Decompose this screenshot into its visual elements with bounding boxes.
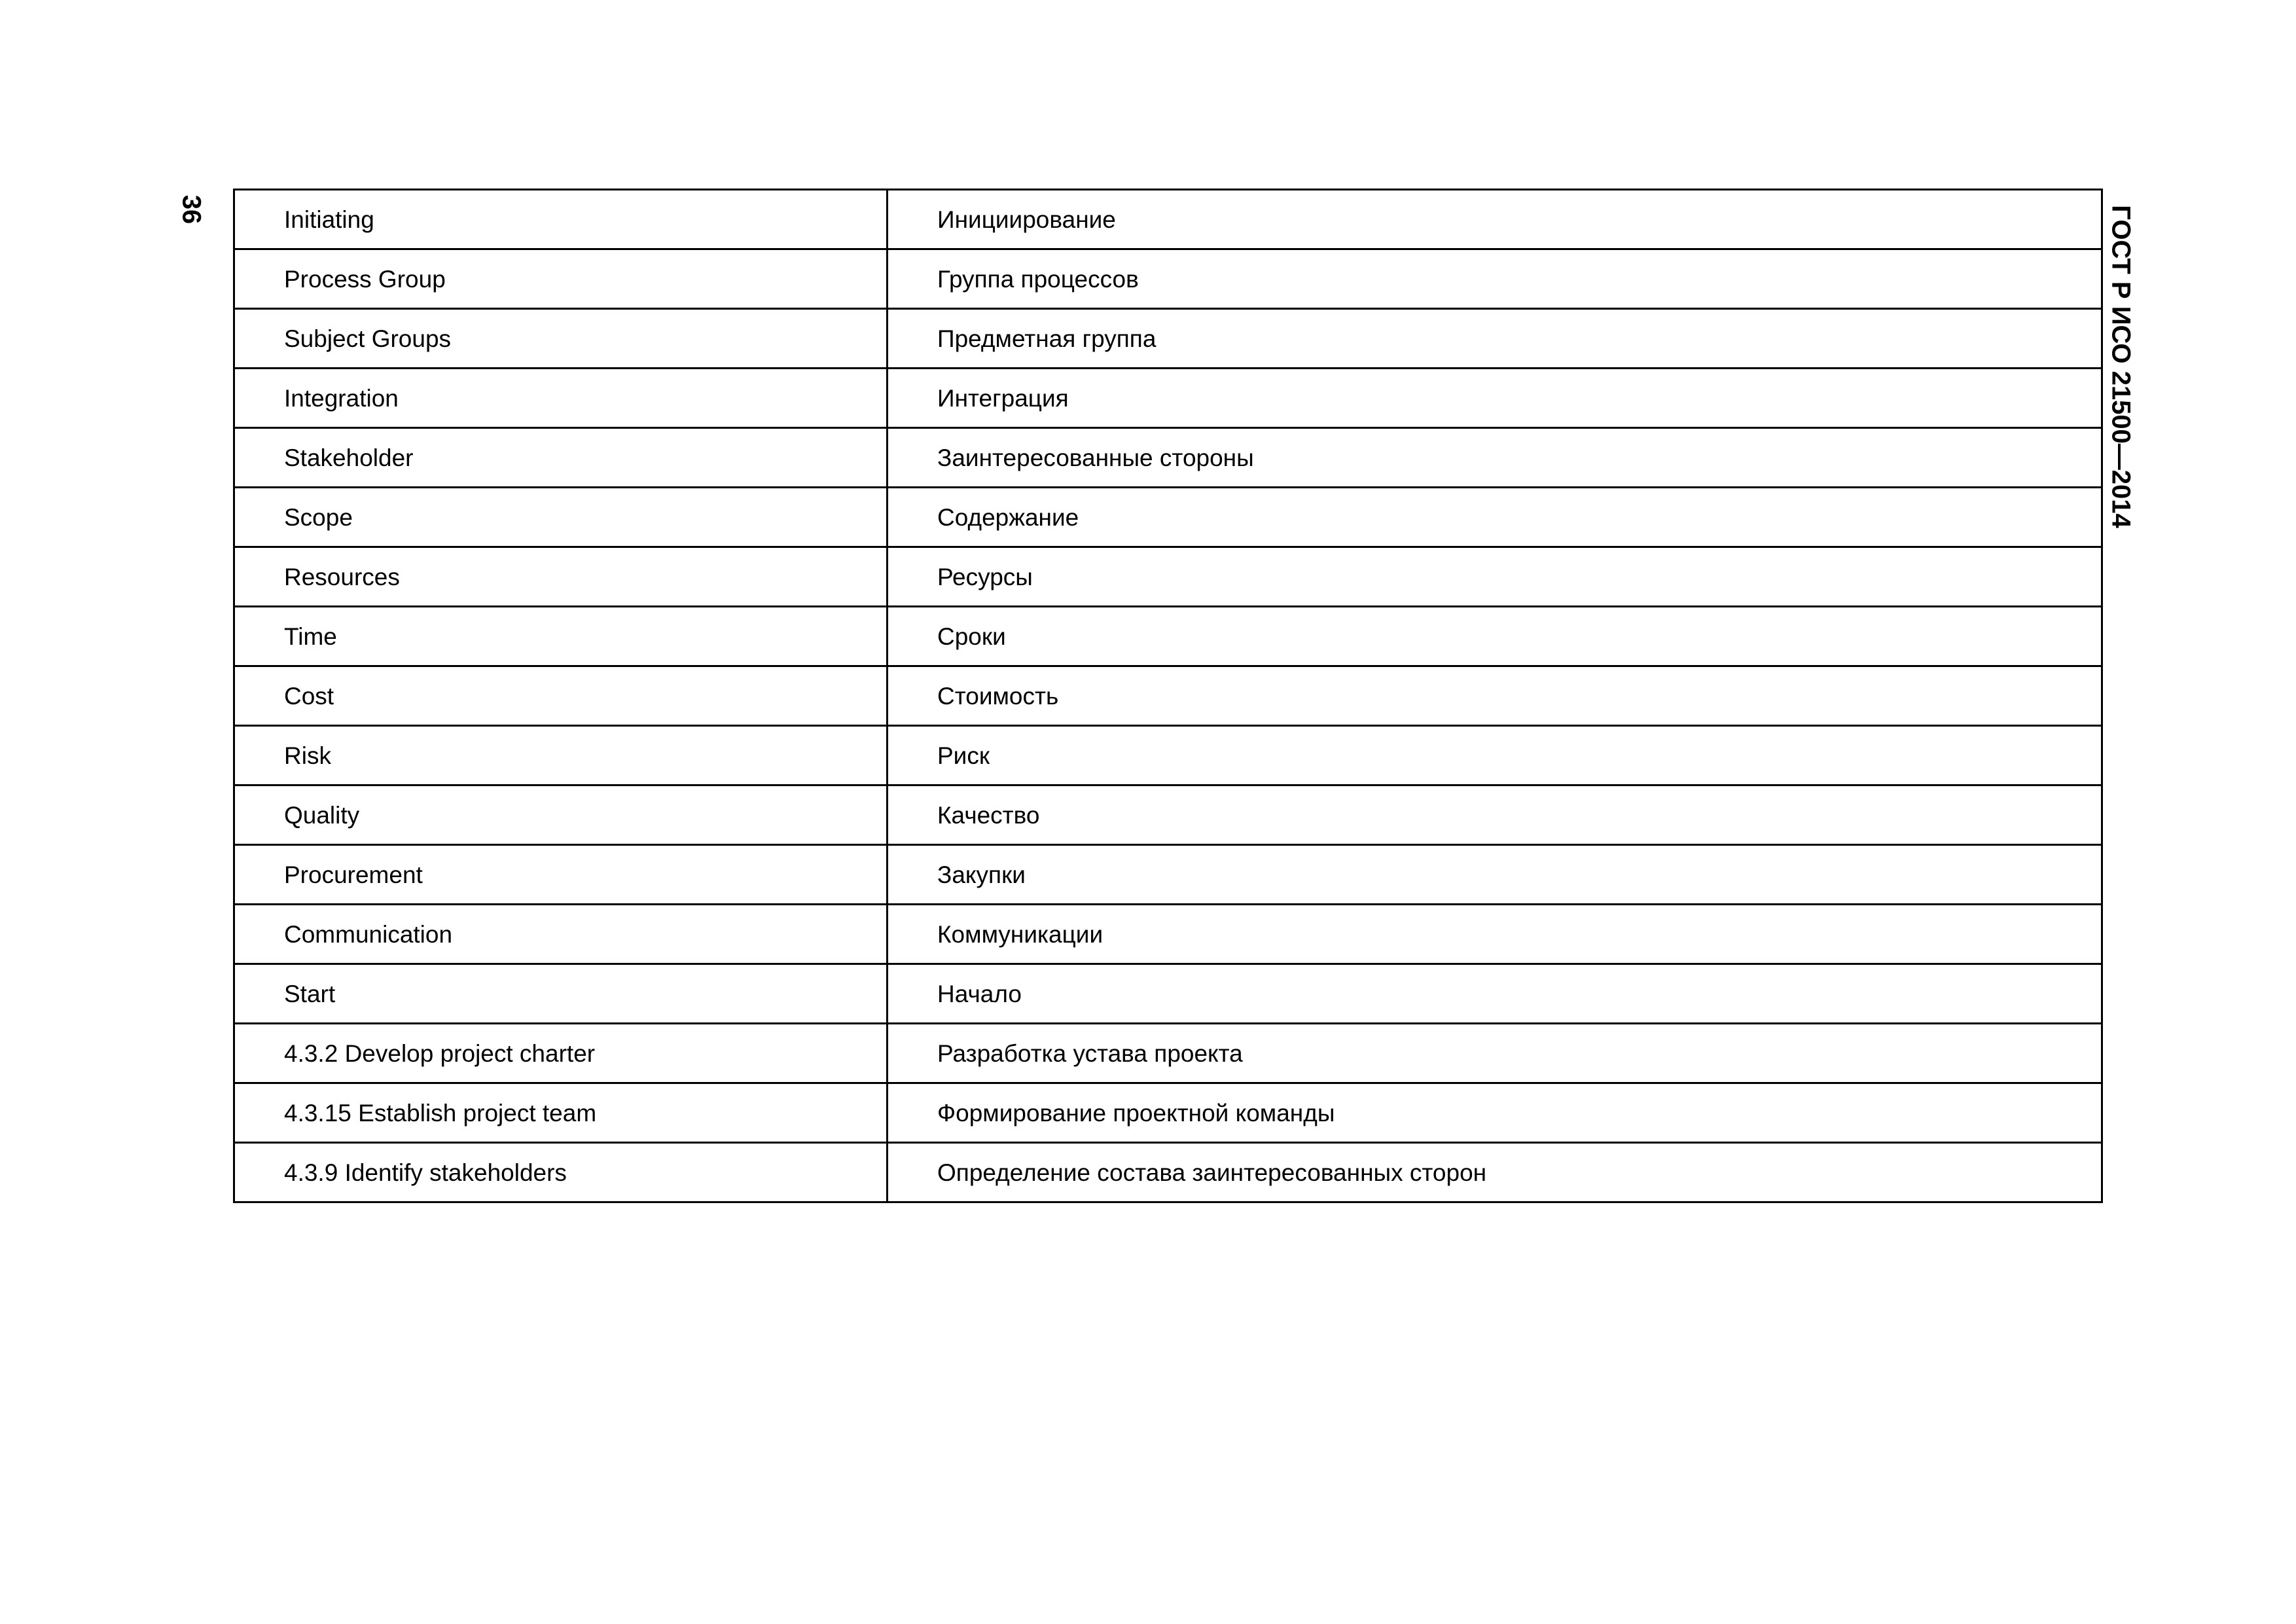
term-russian: Разработка устава проекта (888, 1024, 2102, 1083)
table-row (234, 726, 2102, 785)
term-russian: Формирование проектной команды (888, 1083, 2102, 1143)
term-russian: Интеграция (888, 369, 2102, 428)
term-russian: Определение состава заинтересованных сторон (888, 1143, 2102, 1202)
term-russian: Качество (888, 785, 2102, 845)
term-russian: Начало (888, 964, 2102, 1024)
term-russian: Закупки (888, 845, 2102, 905)
term-russian: Группа процессов (888, 249, 2102, 309)
term-english: Initiating (234, 190, 888, 249)
term-russian: Содержание (888, 488, 2102, 547)
term-russian: Инициирование (888, 190, 2102, 249)
term-english: Start (234, 964, 888, 1024)
document-designation: ГОСТ Р ИСО 21500—2014 (2106, 205, 2136, 528)
term-english: 4.3.9 Identify stakeholders (234, 1143, 888, 1202)
table-row (234, 1024, 2102, 1083)
table-row (234, 428, 2102, 488)
table-row (234, 547, 2102, 607)
term-english: Integration (234, 369, 888, 428)
table-row (234, 1143, 2102, 1202)
table-row (234, 964, 2102, 1024)
term-english: Resources (234, 547, 888, 607)
term-english: Process Group (234, 249, 888, 309)
page-number: 36 (177, 194, 206, 225)
table-row (234, 845, 2102, 905)
term-russian: Риск (888, 726, 2102, 785)
term-russian: Сроки (888, 607, 2102, 666)
table-row (234, 1083, 2102, 1143)
term-english: Communication (234, 905, 888, 964)
table-row (234, 309, 2102, 369)
table-row (234, 666, 2102, 726)
table-row (234, 249, 2102, 309)
term-english: Subject Groups (234, 309, 888, 369)
table-row (234, 905, 2102, 964)
term-russian: Заинтересованные стороны (888, 428, 2102, 488)
glossary-table (233, 189, 2103, 1203)
term-russian: Стоимость (888, 666, 2102, 726)
term-english: Time (234, 607, 888, 666)
table-row (234, 369, 2102, 428)
term-english: Quality (234, 785, 888, 845)
term-english: 4.3.2 Develop project charter (234, 1024, 888, 1083)
term-russian: Предметная группа (888, 309, 2102, 369)
term-russian: Коммуникации (888, 905, 2102, 964)
term-english: Procurement (234, 845, 888, 905)
term-russian: Ресурсы (888, 547, 2102, 607)
table-row (234, 488, 2102, 547)
term-english: Risk (234, 726, 888, 785)
term-english: Cost (234, 666, 888, 726)
term-english: 4.3.15 Establish project team (234, 1083, 888, 1143)
term-english: Scope (234, 488, 888, 547)
table-row (234, 190, 2102, 249)
table-row (234, 607, 2102, 666)
term-english: Stakeholder (234, 428, 888, 488)
table-row (234, 785, 2102, 845)
